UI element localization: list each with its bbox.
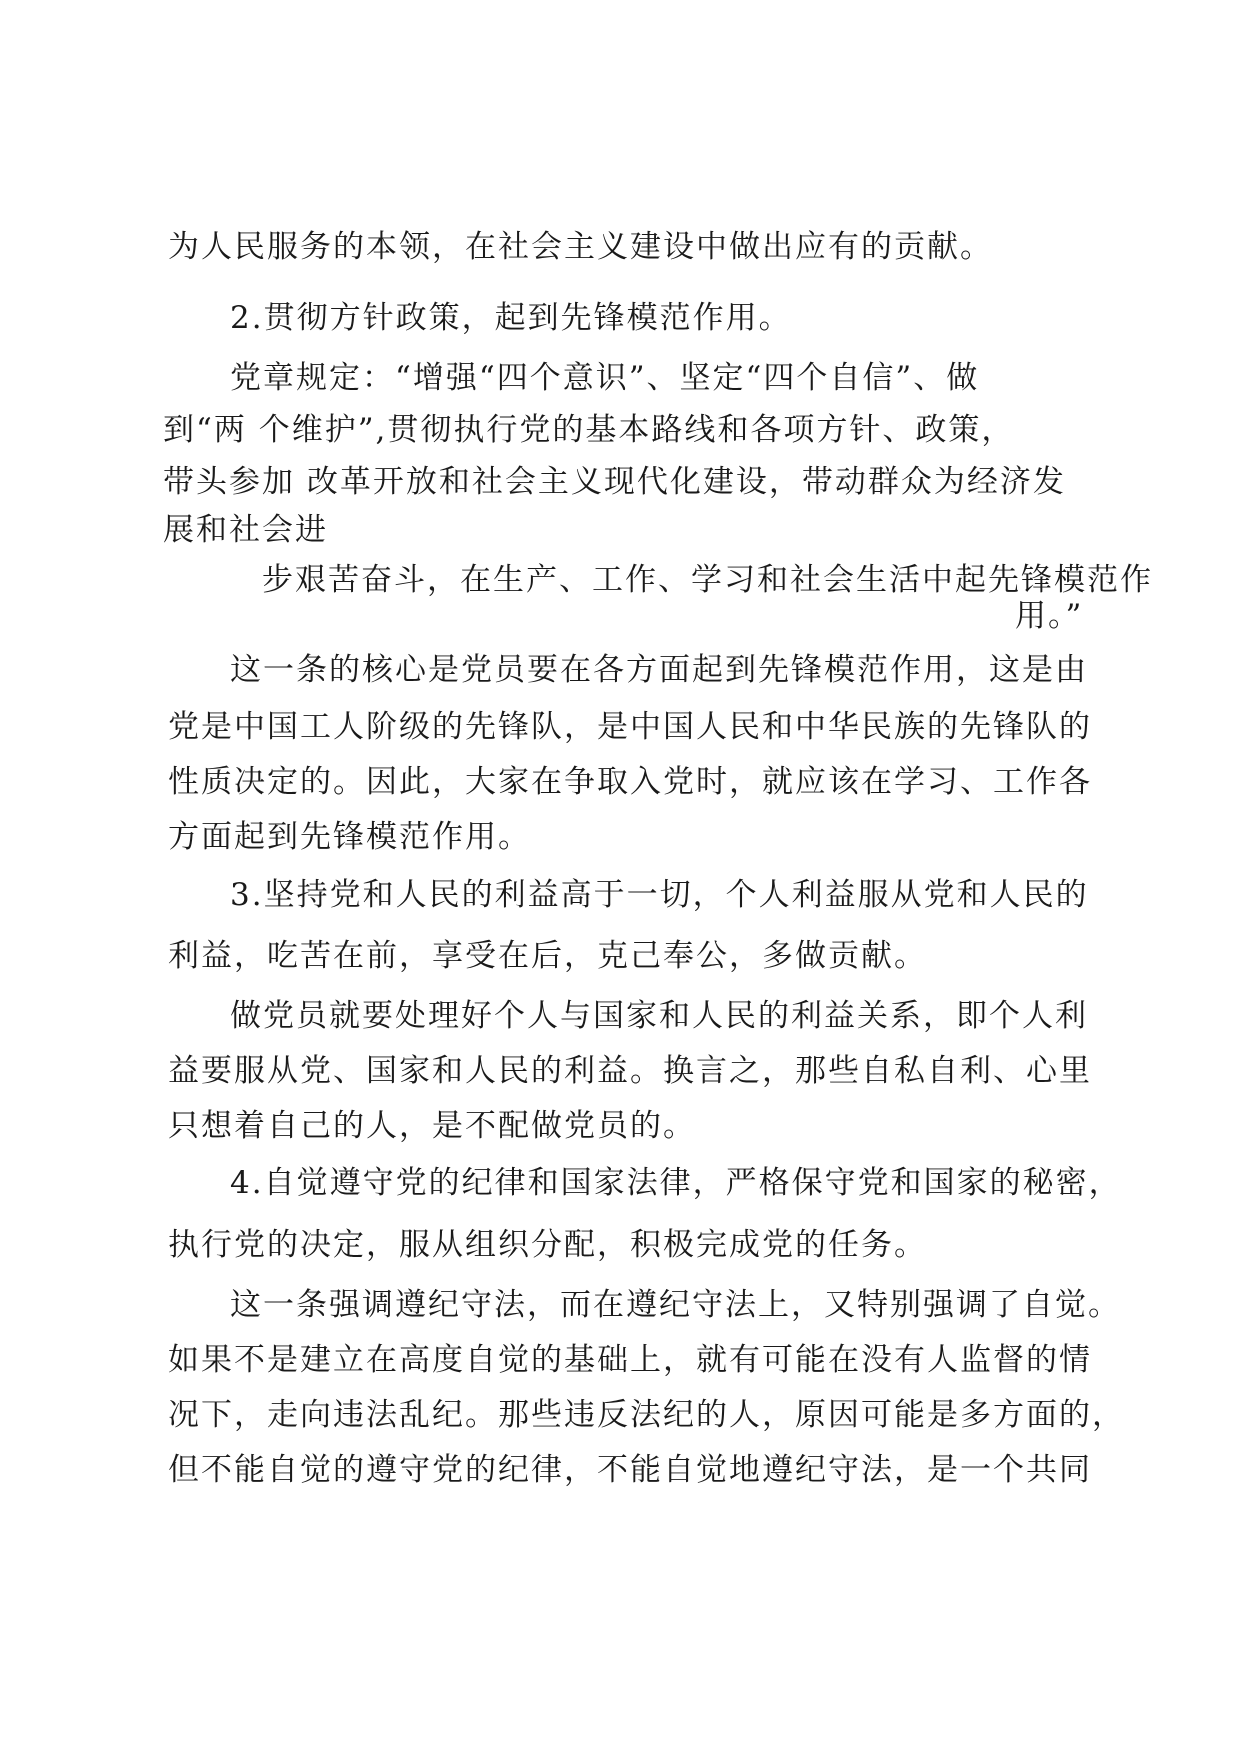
text-line: 如果不是建立在高度自觉的基础上，就有可能在没有人监督的情 [168,1342,1092,1378]
text-line: 为人民服务的本领，在社会主义建设中做出应有的贡献。 [168,229,993,265]
text-line: 况下，走向违法乱纪。那些违反法纪的人，原因可能是多方面的， [168,1397,1125,1433]
text-line: 方面起到先锋模范作用。 [168,819,531,855]
text-line: 到“两 个维护”,贯彻执行党的基本路线和各项方针、政策， [163,412,1015,448]
text-line: 带头参加 改革开放和社会主义现代化建设，带动群众为经济发 [163,464,1066,500]
numbered-heading: 2.贯彻方针政策，起到先锋模范作用。 [230,300,792,336]
text-line: 执行党的决定，服从组织分配，积极完成党的任务。 [168,1227,927,1263]
text-line: 这一条强调遵纪守法，而在遵纪守法上，又特别强调了自觉。 [230,1287,1121,1323]
text-line: 做党员就要处理好个人与国家和人民的利益关系，即个人利 [230,998,1088,1034]
text-line: 这一条的核心是党员要在各方面起到先锋模范作用，这是由 [230,652,1088,688]
text-line: 党是中国工人阶级的先锋队，是中国人民和中华民族的先锋队的 [168,709,1092,745]
text-line: 用。” [1015,598,1084,634]
text-line: 展和社会进 [163,512,328,548]
text-line: 利益，吃苦在前，享受在后，克己奉公，多做贡献。 [168,938,927,974]
numbered-heading: 4.自觉遵守党的纪律和国家法律，严格保守党和国家的秘密， [230,1165,1122,1201]
text-line: 只想着自己的人，是不配做党员的。 [168,1108,696,1144]
text-line: 步艰苦奋斗，在生产、工作、学习和社会生活中起先锋模范作 [262,562,1153,598]
text-line: 但不能自觉的遵守党的纪律，不能自觉地遵纪守法，是一个共同 [168,1452,1092,1488]
text-line: 党章规定：“增强“四个意识”、坚定“四个自信”、做 [230,360,980,396]
numbered-heading: 3.坚持党和人民的利益高于一切，个人利益服从党和人民的 [230,877,1089,913]
text-line: 益要服从党、国家和人民的利益。换言之，那些自私自利、心里 [168,1053,1092,1089]
text-line: 性质决定的。因此，大家在争取入党时，就应该在学习、工作各 [168,764,1092,800]
